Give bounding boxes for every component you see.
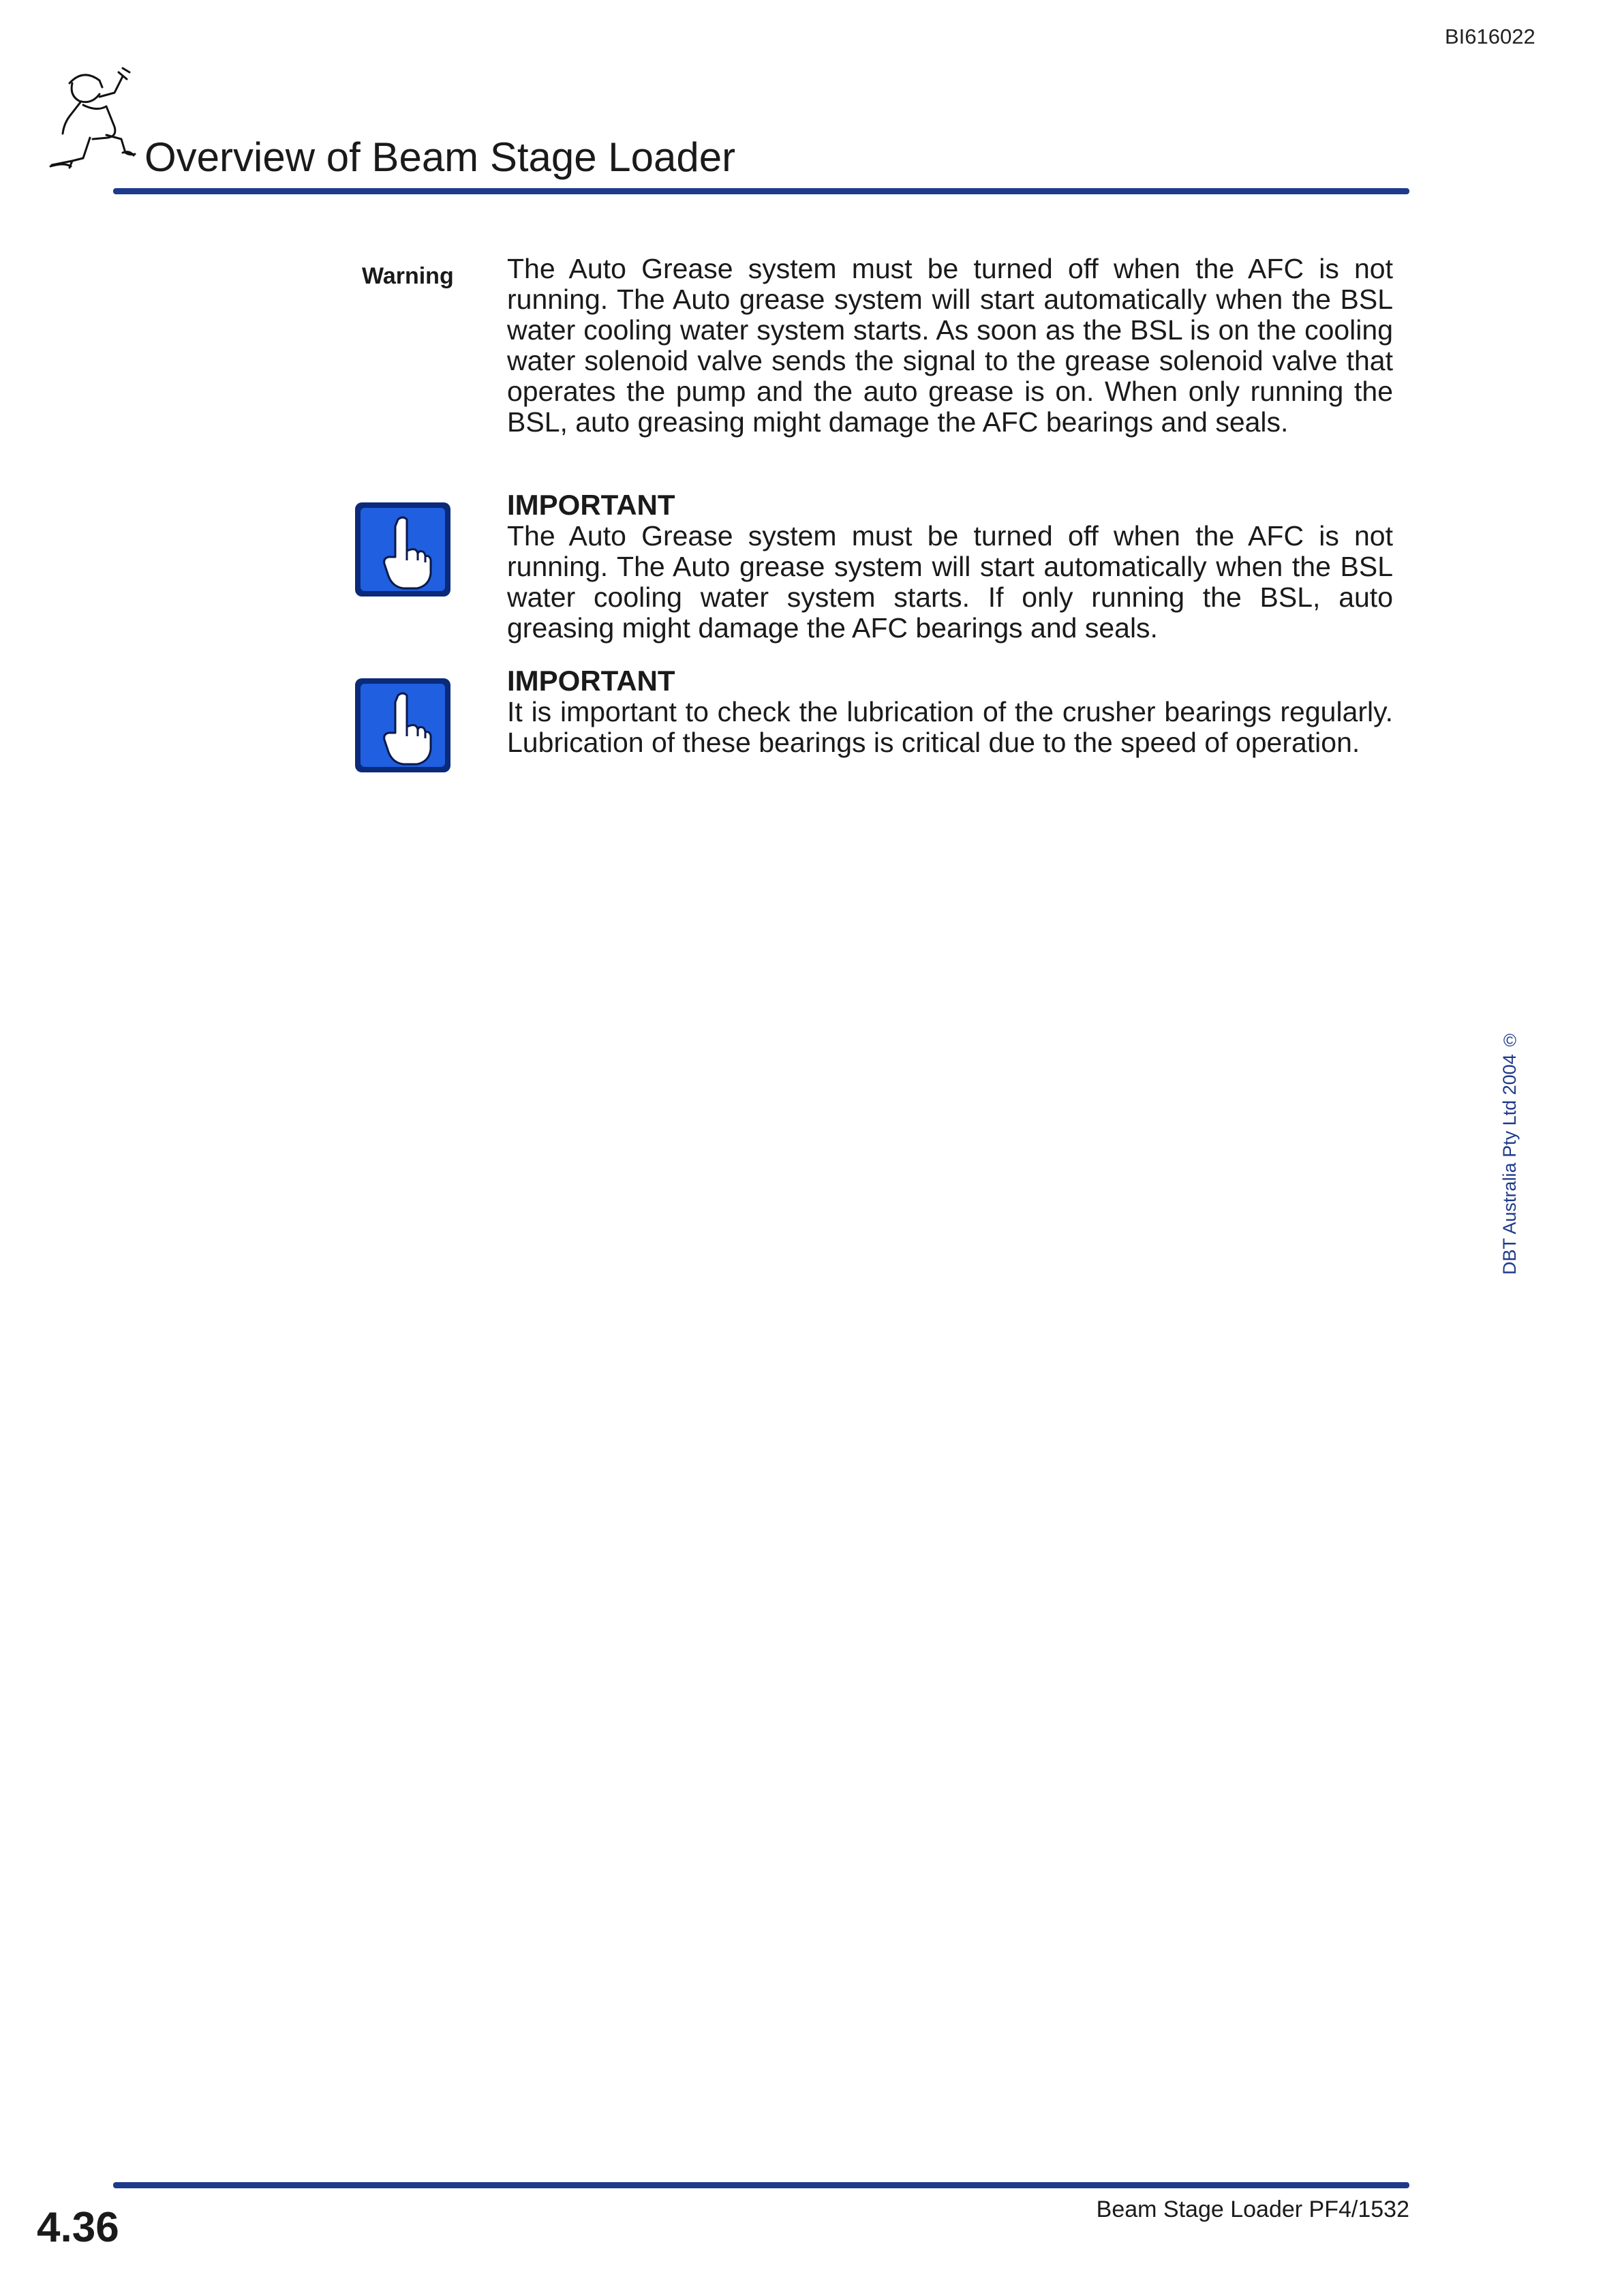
- important-heading: IMPORTANT: [507, 489, 675, 521]
- pointing-hand-icon: [353, 500, 453, 599]
- copyright-symbol: ©: [1503, 1030, 1517, 1051]
- warning-text: The Auto Grease system must be turned off when the AFC is not running. The Auto grease system will start automatically when the BSL water cooling water system starts. As soon as the BSL is on the cooling water solenoid valve sends the signal to the grease solenoid valve that operates the pump and the auto grease is on. When only running the BSL, auto greasing might damage the AFC bearings and seals.: [507, 253, 1393, 438]
- warning-label: Warning: [362, 263, 454, 289]
- important-note-2: [507, 665, 1393, 758]
- important-text: The Auto Grease system must be turned off when the AFC is not running. The Auto grease system will start automatically when the BSL water cooling water system starts. If only running the BSL, auto greasing might damage the AFC bearings and seals.: [507, 520, 1393, 644]
- footer-divider: [113, 2182, 1409, 2188]
- header-divider: [113, 188, 1409, 194]
- footer-text: Beam Stage Loader PF4/1532: [1096, 2196, 1409, 2222]
- pointing-hand-icon: [353, 676, 453, 774]
- copyright-notice: [1499, 1030, 1520, 1275]
- important-note-1: [507, 489, 1393, 644]
- page-number: 4.36: [37, 2204, 119, 2251]
- document-code: BI616022: [1445, 25, 1535, 48]
- important-text: It is important to check the lubrication of the crusher bearings regularly. Lubrication of these bearings is critical due to the speed of operation.: [507, 696, 1393, 758]
- page-title: Overview of Beam Stage Loader: [144, 134, 736, 180]
- important-heading: IMPORTANT: [507, 665, 675, 697]
- warning-block: [507, 254, 1393, 438]
- copyright-text: DBT Australia Pty Ltd 2004: [1499, 1054, 1520, 1275]
- mechanic-with-wrench-icon: [42, 63, 144, 179]
